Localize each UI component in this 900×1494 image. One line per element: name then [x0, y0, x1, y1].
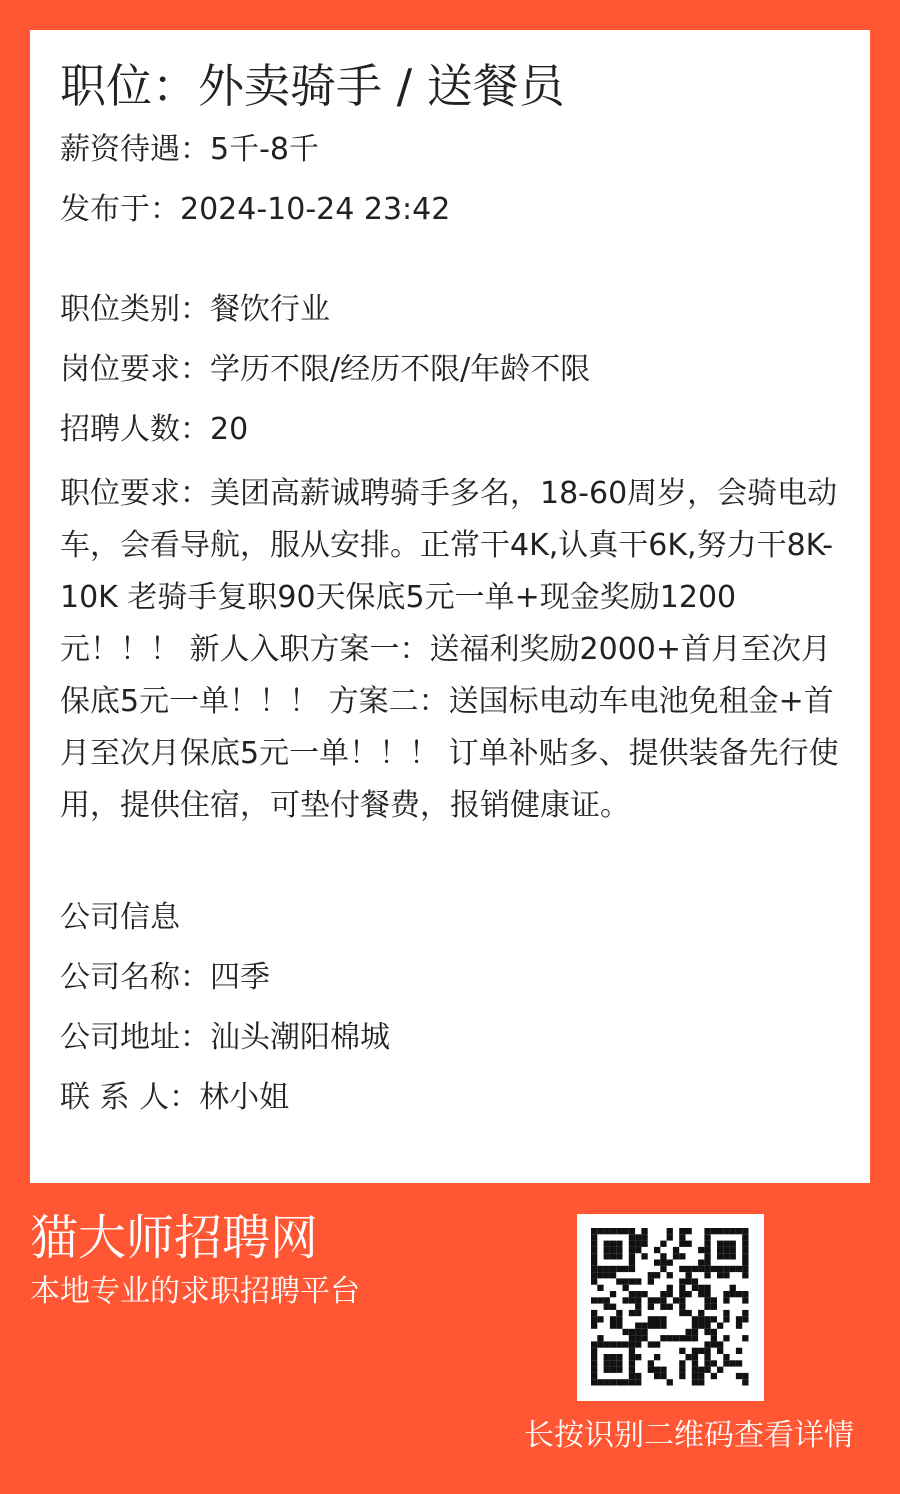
job-description: 职位要求：美团高薪诚聘骑手多名，18-60周岁，会骑电动车，会看导航，服从安排。正常干4K,认真干6K,努力干8K-10K 老骑手复职90天保底5元一单+现金奖励1200元！！！ 新人入职方案一：送福利奖励2000+首月至次月保底5元一单！！！ 方案二：送国标电动车电池免租金+首月至次月保底5元一单！！！ 订单补贴多、提供装备先行使用，提供住宿，可垫付餐费，报销健康证。: [60, 476, 839, 823]
salary: 薪资待遇：5千-8千: [60, 132, 319, 167]
qr-code[interactable]: [577, 1214, 764, 1401]
qr-caption: 长按识别二维码查看详情: [524, 1418, 854, 1453]
qr-code-icon: [577, 1214, 764, 1401]
job-category: 职位类别：餐饮行业: [60, 292, 330, 327]
contact-person: 联 系 人：林小姐: [60, 1080, 290, 1115]
spacer: [60, 248, 840, 288]
spacer: [60, 856, 840, 896]
job-card: [30, 30, 870, 1183]
company-heading: 公司信息: [60, 900, 180, 935]
headcount: 招聘人数：20: [60, 412, 249, 447]
company-address: 公司地址：汕头潮阳棉城: [60, 1020, 390, 1055]
brand-name: 猫大师招聘网: [30, 1210, 319, 1266]
publish-date: 发布于：2024-10-24 23:42: [60, 192, 451, 227]
company-name: 公司名称：四季: [60, 960, 270, 995]
job-title: 职位：外卖骑手 / 送餐员: [60, 59, 565, 113]
job-requirements: 岗位要求：学历不限/经历不限/年龄不限: [60, 352, 591, 387]
brand-slogan: 本地专业的求职招聘平台: [30, 1274, 360, 1309]
